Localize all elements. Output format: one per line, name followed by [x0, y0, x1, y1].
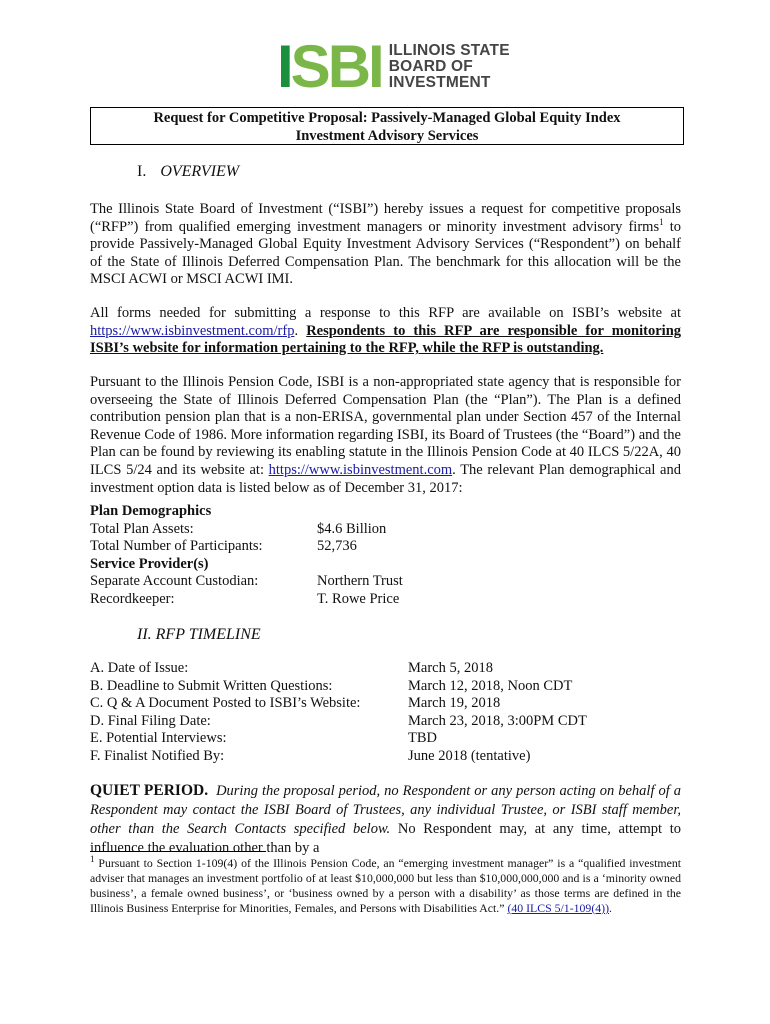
quiet-period-heading: QUIET PERIOD. [90, 782, 209, 799]
isbi-logo [277, 33, 510, 100]
provider-row: Separate Account Custodian: Northern Trust [90, 573, 403, 590]
section-heading-timeline: II. RFP TIMELINE [137, 626, 261, 643]
monitoring-notice: Respondents to this RFP are responsible for monitoring ISBI’s website for information pertaining to the RFP, while the RFP is outstanding. [90, 322, 682, 357]
timeline-row: F. Finalist Notified By: June 2018 (tentative) [90, 747, 531, 764]
timeline-row: E. Potential Interviews: TBD [90, 730, 437, 747]
logo-wordmark: ILLINOIS STATE BOARD OF INVESTMENT [388, 42, 510, 91]
overview-paragraph-1: The Illinois State Board of Investment (“ISBI”) hereby issues a request for competitive proposals (“RFP”) from qualified emerging investment managers or minority investment advisory firms$^1$ to provide Passively-Managed Global Equity Investment Advisory Services (“Respondent”) on behalf of the State of Illinois Deferred Compensation Plan. The benchmark for this allocation will be the MSCI ACWI or MSCI ACWI IMI. [90, 201, 681, 288]
overview-paragraph-3: Pursuant to the Illinois Pension Code, ISBI is a non-appropriated state agency that is responsible for overseeing the State of Illinois Deferred Compensation Plan (the “Plan”). The Plan is a defined contribution pension plan that is a non-ERISA, governmental plan under Section 457 of the Internal Revenue Code of 1986. More information regarding ISBI, its Board of Trustees (the “Board”) and the Plan can be found by reviewing its enabling statute in the Illinois Pension Code at 40 ILCS 5/22A, 40 ILCS 5/24 and its website at: https://www.isbinvestment.com. The relevant Plan demographical and investment option data is listed below as of December 31, 2017: [90, 374, 681, 496]
plan-demographics-heading: Plan Demographics [90, 503, 212, 519]
section-heading-overview: I. OVERVIEW [137, 163, 240, 180]
rfp-timeline [90, 660, 587, 766]
timeline-row: B. Deadline to Submit Written Questions: March 12, 2018, Noon CDT [90, 677, 573, 694]
rfp-link[interactable]: https://www.isbinvestment.com/rfp [90, 322, 295, 339]
timeline-row: D. Final Filing Date: March 23, 2018, 3:00PM CDT [90, 712, 587, 729]
isbi-website-link[interactable]: https://www.isbinvestment.com [268, 461, 453, 478]
demographics-row: Total Plan Assets: $4.6 Billion [90, 520, 387, 537]
plan-demographics [90, 503, 403, 609]
timeline-row: A. Date of Issue: March 5, 2018 [90, 660, 493, 676]
logo-mark: ISBI [277, 33, 382, 100]
provider-row: Recordkeeper: T. Rowe Price [90, 590, 400, 607]
demographics-row: Total Number of Participants: 52,736 [90, 538, 357, 555]
statute-link[interactable]: (40 ILCS 5/1-109(4)) [507, 901, 610, 915]
quiet-period-paragraph: QUIET PERIOD. During the proposal period, no Respondent or any person acting on behalf of a Respondent may contact the ISBI Board of Trustees, any individual Trustee, or ISBI staff member, other than the Search Contacts specified below. No Respondent may, at any time, attempt to influence the evaluation other than by a [90, 782, 681, 856]
timeline-row: C. Q & A Document Posted to ISBI’s Website: March 19, 2018 [90, 695, 501, 712]
footnote-divider [90, 851, 266, 852]
footnote: $^1$ Pursuant to Section 1-109(4) of the Illinois Pension Code, an “emerging investment manager” is a “qualified investment adviser that manages an investment portfolio of at least $10,000,000 but less than $10,000,000,000 and is a ‘minority owned business’, a female owned business’, or ‘business owned by a person with a disability’ as those terms are defined in the Illinois Business Enterprise for Minorities, Females, and Persons with Disabilities Act.” (40 ILCS 5/1-109(4)). [90, 854, 681, 915]
service-providers-heading: Service Provider(s) [90, 555, 209, 572]
overview-paragraph-2: All forms needed for submitting a response to this RFP are available on ISBI’s website at https://www.isbinvestment.com/rfp. Respondents to this RFP are responsible for monitoring ISBI’s website for information pertaining to the RFP, while the RFP is outstanding. [90, 305, 682, 357]
document-title: Request for Competitive Proposal: Passively-Managed Global Equity Index Investment Advisory Services [90, 107, 684, 145]
